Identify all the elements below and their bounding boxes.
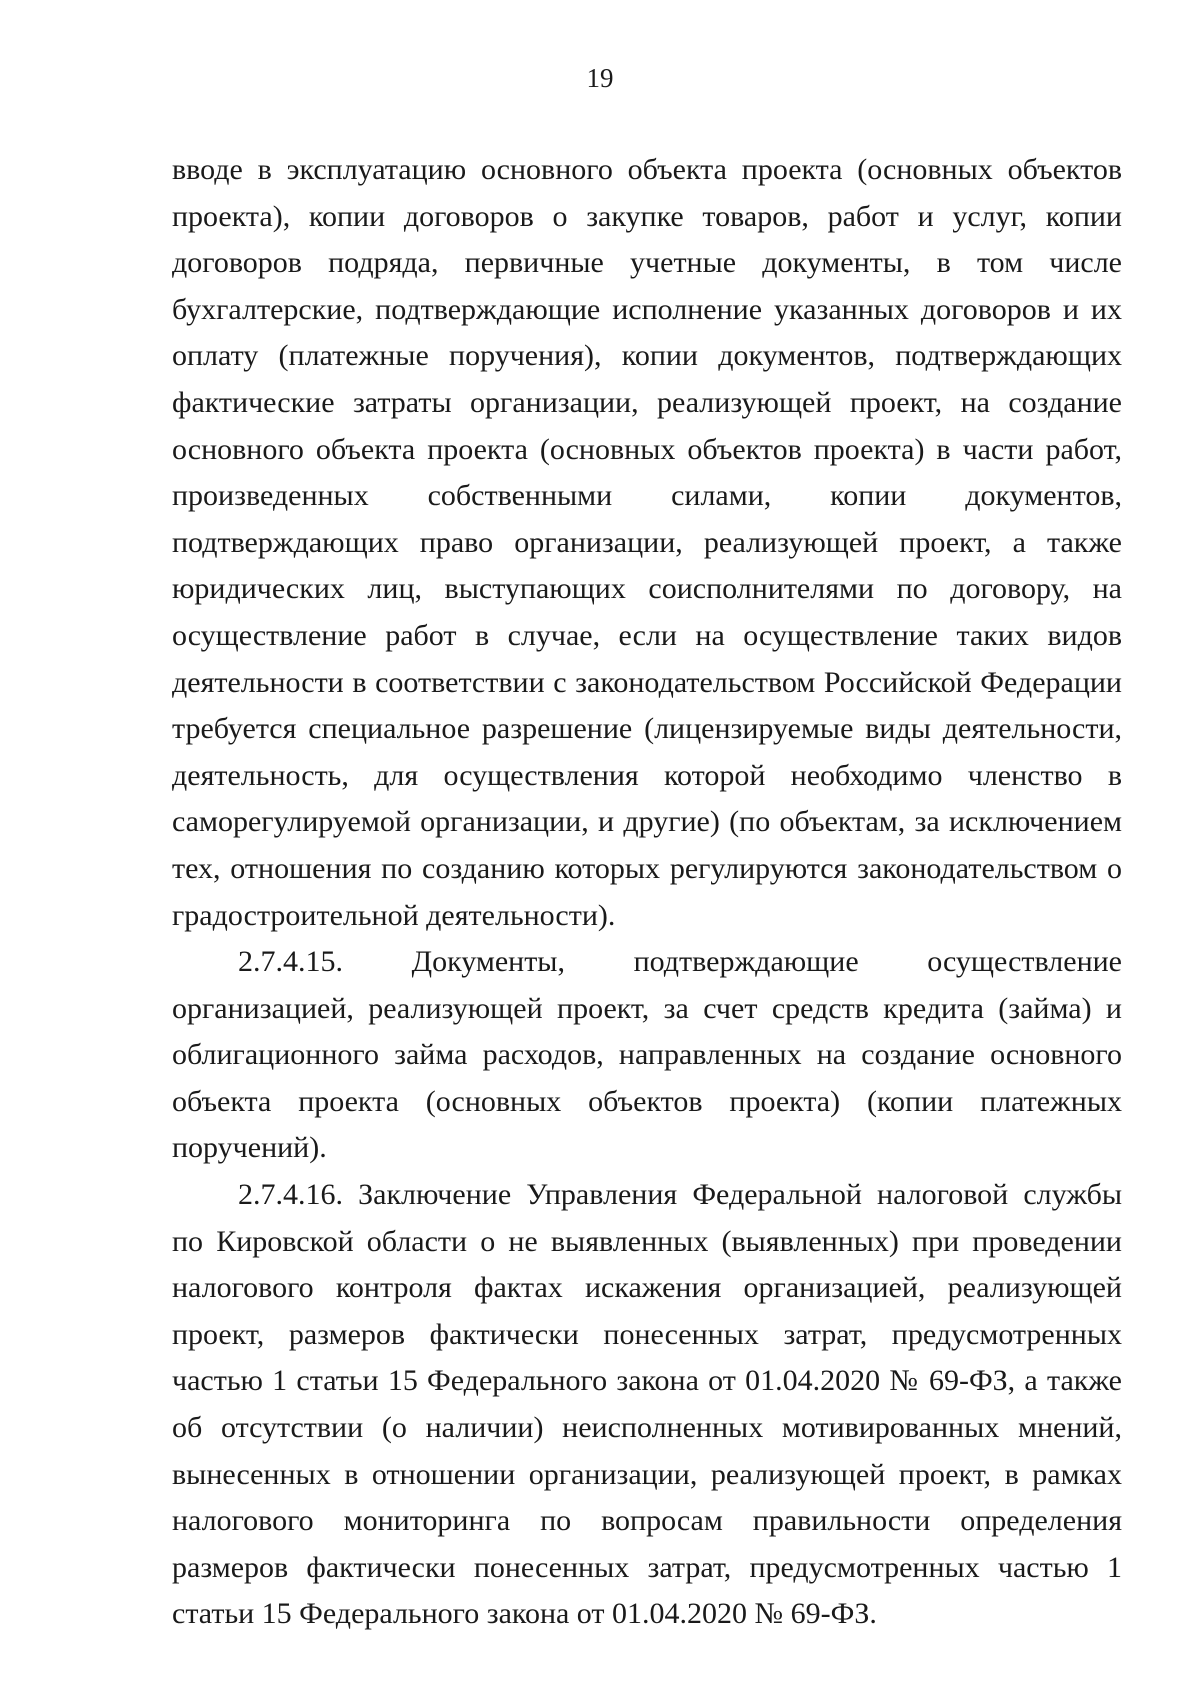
paragraph-continuation: вводе в эксплуатацию основного объекта проекта (основных объектов проекта), копии договоров о закупке товаров, работ и услуг, копии договоров подряда, первичные учетные документы, в том числе бухгалтерские, подтверждающие исполнение указанных договоров и их оплату (платежные поручения), копии документов, подтверждающих фактические затраты организации, реализующей проект, на создание основного объекта проекта (основных объектов проекта) в части работ, произведенных собственными силами, копии документов, подтверждающих право организации, реализующей проект, а также юридических лиц, выступающих соисполнителями по договору, на осуществление работ в случае, если на осуществление таких видов деятельности в соответствии с законодательством Российской Федерации требуется специальное разрешение (лицензируемые виды деятельности, деятельность, для осуществления которой необходимо членство в саморегулируемой организации, и другие) (по объектам, за исключением тех, отношения по созданию которых регулируются законодательством о градостроительной деятельности). <box>172 153 1122 932</box>
paragraph-2-7-4-15: 2.7.4.15. Документы, подтверждающие осуществление организацией, реализующей проект, за счет средств кредита (займа) и облигационного займа расходов, направленных на создание основного объекта проекта (основных объектов проекта) (копии платежных поручений). <box>172 945 1122 1165</box>
paragraph-2-7-4-16: 2.7.4.16. Заключение Управления Федеральной налоговой службы по Кировской области о не выявленных (выявленных) при проведении налогового контроля фактах искажения организацией, реализующей проект, размеров фактически понесенных затрат, предусмотренных частью 1 статьи 15 Федерального закона от 01.04.2020 № 69-ФЗ, а также об отсутствии (о наличии) неисполненных мотивированных мнений, вынесенных в отношении организации, реализующей проект, в рамках налогового мониторинга по вопросам правильности определения размеров фактически понесенных затрат, предусмотренных частью 1 статьи 15 Федерального закона от 01.04.2020 № 69-ФЗ. <box>172 1178 1122 1631</box>
page-number: 19 <box>586 63 614 93</box>
document-body <box>172 147 1122 1638</box>
